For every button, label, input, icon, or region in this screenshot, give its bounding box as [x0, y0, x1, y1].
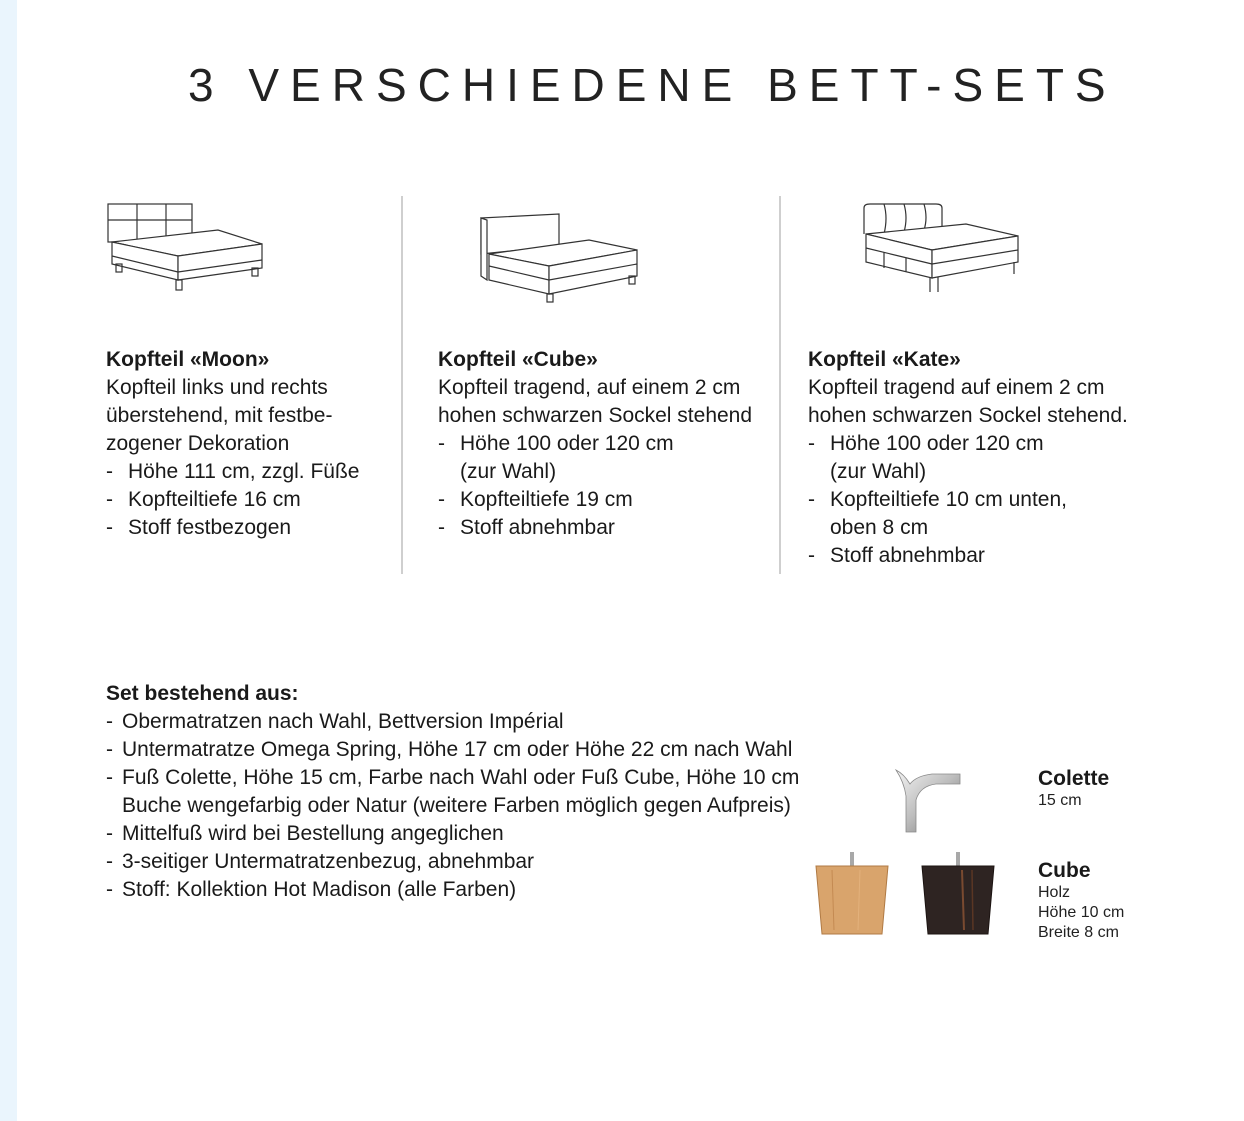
- bed-kate-features: [808, 430, 1228, 570]
- set-item: - Obermatratzen nach Wahl, Bettversion Impérial: [106, 708, 799, 736]
- bed-cube-description: [438, 346, 773, 542]
- bed-moon-line: zogener Dekoration: [106, 432, 290, 455]
- feature-item: - Kopfteiltiefe 19 cm: [438, 486, 773, 514]
- cube-foot-material: Holz: [1038, 884, 1071, 901]
- page-title: 3 VERSCHIEDENE BETT-SETS: [188, 59, 1117, 111]
- set-item: - Fuß Colette, Höhe 15 cm, Farbe nach Wahl oder Fuß Cube, Höhe 10 cm Buche wengefarbig oder Natur (weitere Farben möglich gegen Aufpreis): [106, 764, 799, 820]
- cube-foot-height: Höhe 10 cm: [1038, 904, 1125, 921]
- feature-item: - Kopfteiltiefe 10 cm unten, oben 8 cm: [808, 486, 1228, 542]
- set-heading: Set bestehend aus:: [106, 682, 299, 705]
- bed-cube-features: [438, 430, 773, 542]
- bed-moon-line: Kopfteil links und rechts: [106, 376, 328, 399]
- colette-foot-image: [892, 766, 964, 836]
- colette-foot-name: Colette: [1038, 767, 1110, 790]
- feature-item: - Stoff abnehmbar: [808, 542, 1228, 570]
- set-contents: [106, 680, 799, 904]
- bed-moon-features: [106, 458, 396, 542]
- bed-kate-illustration: [860, 200, 1024, 300]
- cube-foot-width: Breite 8 cm: [1038, 924, 1119, 941]
- feature-item: - Höhe 111 cm, zzgl. Füße: [106, 458, 396, 486]
- set-item: - Mittelfuß wird bei Bestellung angeglichen: [106, 820, 799, 848]
- feature-item: - Kopfteiltiefe 16 cm: [106, 486, 396, 514]
- column-divider: [401, 196, 403, 574]
- feature-item: - Höhe 100 oder 120 cm (zur Wahl): [808, 430, 1228, 486]
- cube-foot-name: Cube: [1038, 859, 1091, 882]
- bed-moon-illustration: [104, 198, 270, 302]
- cube-foot-natural-image: [812, 850, 892, 938]
- set-item: - 3-seitiger Untermatratzenbezug, abnehmbar: [106, 848, 799, 876]
- cube-foot-wenge-image: [918, 850, 998, 938]
- bed-kate-name: Kopfteil «Kate»: [808, 348, 961, 371]
- bed-cube-name: Kopfteil «Cube»: [438, 348, 598, 371]
- bed-kate-line: Kopfteil tragend auf einem 2 cm: [808, 376, 1105, 399]
- bed-kate-description: [808, 346, 1228, 570]
- set-item: - Stoff: Kollektion Hot Madison (alle Farben): [106, 876, 799, 904]
- left-margin-strip: [0, 0, 17, 1121]
- colette-foot-detail: 15 cm: [1038, 792, 1082, 809]
- column-divider: [779, 196, 781, 574]
- bed-moon-line: überstehend, mit festbe-: [106, 404, 333, 427]
- feature-item: - Höhe 100 oder 120 cm (zur Wahl): [438, 430, 773, 486]
- bed-kate-line: hohen schwarzen Sockel stehend.: [808, 404, 1128, 427]
- bed-cube-line: hohen schwarzen Sockel stehend: [438, 404, 753, 427]
- cube-foot-detail: [1038, 883, 1124, 943]
- set-items: [106, 708, 799, 904]
- set-item: - Untermatratze Omega Spring, Höhe 17 cm oder Höhe 22 cm nach Wahl: [106, 736, 799, 764]
- bed-moon-name: Kopfteil «Moon»: [106, 348, 270, 371]
- feature-item: - Stoff abnehmbar: [438, 514, 773, 542]
- bed-moon-description: [106, 346, 396, 542]
- feature-item: - Stoff festbezogen: [106, 514, 396, 542]
- bed-cube-line: Kopfteil tragend, auf einem 2 cm: [438, 376, 741, 399]
- bed-cube-illustration: [479, 210, 643, 306]
